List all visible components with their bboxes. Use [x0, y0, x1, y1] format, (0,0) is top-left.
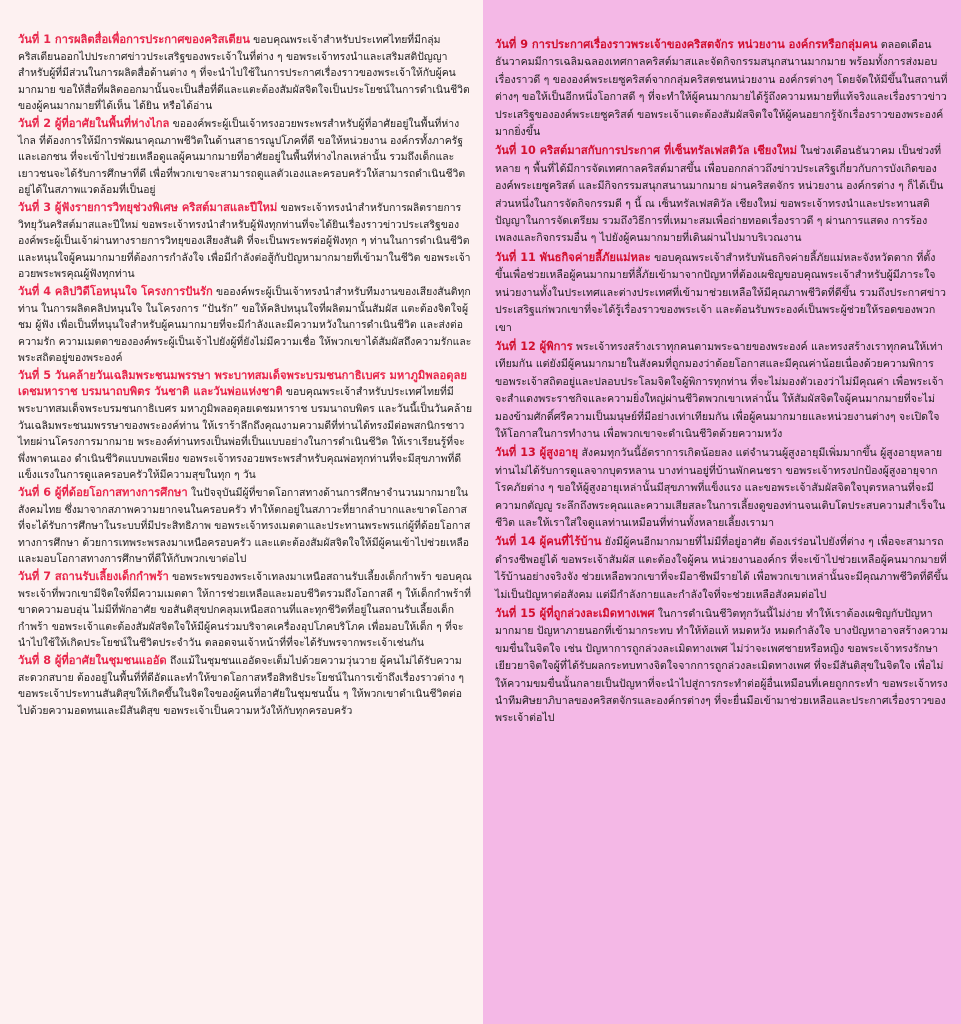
prayer-item-day-8 [18, 653, 473, 719]
item-text: ในการดำเนินชีวิตทุกวันนี้ไม่ง่าย ทำให้เราต้องเผชิญกับปัญหามากมาย ปัญหาภายนอกที่เข้ามากระทบ ทำให้ท้อแท้ หมดหวัง หมดกำลังใจ บางปัญหาอาจสร้างความขมขื่นในจิตใจ เช่น ปัญหาการถูกล่วงละเมิดทางเพศ ไม่ว่าจะเพศชายหรือหญิง ขอพระเจ้าทรงรักษาเยียวยาจิตใจผู้ที่ได้รับผลกระทบทางจิตใจจากการถูกล่วงละเมิดทางเพศ ที่จะมีสันติสุขในจิตใจ เพื่อไม่ให้ความขมขื่นนั้นกลายเป็นปัญหาที่จะนำไปสู่การกระทำต่อผู้อื่นเหมือนที่เคยถูกกระทำ ขอพระเจ้าทรงนำทีมศิษยาภิบาลของคริสตจักรและองค์กรต่างๆ ที่จะยื่นมือเข้ามาช่วยเหลือและประกาศเรื่องราวของพระเจ้าต่อไป [495, 608, 949, 725]
item-text: ขอพระพรของพระเจ้าเทลงมาเหนือสถานรับเลี้ยงเด็กกำพร้า ขอบคุณพระเจ้าที่พวกเขามีจิตใจที่มีความเมตตา ให้การช่วยเหลือและมอบชีวิตรวมถึงโอกาสดี ๆ ให้เด็กกำพร้าที่ขาดความอบอุ่น ไม่มีที่พักอาศัย ขอสันติสุขปกคลุมเหนือสถานที่และทุกชีวิตที่อยู่ในสถานรับเลี้ยงเด็กกำพร้า ขอพระเจ้าแตะต้องสัมผัสจิตใจให้มีผู้คนร่วมบริจาคเครื่องอุปโภคบริโภค เพื่อมอบให้เด็ก ๆ ที่จะนำไปใช้ให้เกิดประโยชน์ในชีวิตประจำวัน ตลอดจนเจ้าหน้าที่ที่จะได้รับพรจากพระเจ้าเช่นกัน [18, 571, 472, 650]
item-heading: วันที่ 15 ผู้ที่ถูกล่วงละเมิดทางเพศ [495, 607, 655, 620]
item-text: ในช่วงเดือนธันวาคม เป็นช่วงที่หลาย ๆ พื้นที่ได้มีการจัดเทศกาลคริสต์มาสขึ้น เพื่อบอกกล่าวถึงข่าวประเสริฐเกี่ยวกับการบังเกิดขององค์พระเยซูคริสต์ และมีกิจกรรมสนุกสนานมากมาย ผ่านคริสตจักร หน่วยงาน องค์กรต่าง ๆ ก็ได้เป็นส่วนหนึ่งในการจัดกิจกรรมดี ๆ นี้ ณ เซ็นทรัลเฟสติวัล เชียงใหม่ ขอพระเจ้าทรงนำและประทานสติปัญญาในการจัดเตรียม รวมถึงวิธีการที่เหมาะสมเพื่อถ่ายทอดเรื่องราวดี ๆ ผ่านการแสดง การร้องเพลงและกิจกรรมอื่น ๆ ไปยังผู้คนมากมายที่เดินผ่านไปมาบริเวณงาน [495, 145, 944, 245]
item-heading: วันที่ 1 การผลิตสื่อเพื่อการประกาศของคริสเตียน [18, 33, 250, 46]
item-text: ขอบคุณพระเจ้าสำหรับประเทศไทยที่มีกลุ่มคริสเตียนออกไปประกาศข่าวประเสริฐของพระเจ้าในที่ต่าง ๆ ขอพระเจ้าทรงนำและเสริมสติปัญญาสำหรับผู้ที่มีส่วนในการผลิตสื่อด้านต่าง ๆ ที่จะนำไปใช้ในการประกาศเรื่องราวของพระเจ้าให้กับผู้คนมากมาย ขอให้สื่อที่ผลิตออกมานั้นจะเป็นสื่อที่ดีและแตะต้องสัมผัสจิตใจเป็นประโยชน์ในการดำเนินชีวิตของผู้คนมากมายที่ได้เห็น ได้ยิน หรือได้อ่าน [18, 34, 470, 113]
prayer-item-day-13 [495, 444, 949, 532]
item-text: ในปัจจุบันมีผู้ที่ขาดโอกาสทางด้านการศึกษาจำนวนมากมายในสังคมไทย ซึ่งมาจากสภาพความยากจนในครอบครัว ทำให้ตกอยู่ในสภาวะที่ยากลำบากและขาดโอกาสที่จะได้รับการศึกษาในระบบที่มีประสิทธิภาพ ขอพระเจ้าทรงเมตตาและประทานพระพรแก่ผู้ที่ด้อยโอกาสทางการศึกษา ด้วยการเทพระพรลงมาเหนือครอบครัว และแตะต้องสัมผัสจิตใจให้มีผู้คนเข้าไปช่วยเหลือและมอบโอกาสทางการศึกษาที่ดีให้กับพวกเขาต่อไป [18, 487, 471, 566]
prayer-item-day-2 [18, 116, 473, 199]
prayer-item-day-15 [495, 605, 949, 728]
prayer-item-day-10 [495, 142, 949, 247]
prayer-item-day-4 [18, 284, 473, 367]
item-heading: วันที่ 9 การประกาศเรื่องราวพระเจ้าของคริสตจักร หน่วยงาน องค์กรหรือกลุ่มคน [495, 38, 878, 51]
item-heading: วันที่ 2 ผู้ที่อาศัยในพื้นที่ห่างไกล [18, 116, 170, 130]
item-heading: วันที่ 12 ผู้พิการ [495, 339, 573, 353]
item-heading: วันที่ 4 คลิปวิดีโอหนุนใจ โครงการปันรัก [18, 284, 213, 298]
item-heading: วันที่ 11 พันธกิจค่ายลี้ภัยแม่หละ [495, 250, 651, 264]
item-text: พระเจ้าทรงสร้างเราทุกคนตามพระฉายของพระองค์ และทรงสร้างเราทุกคนให้เท่าเทียมกัน แต่ยังมีผู้คนมากมายในสังคมที่ถูกมองว่าด้อยโอกาสและมีคุณค่าน้อยเนื่องด้วยความพิการ ขอพระเจ้าสถิตอยู่และปลอบประโลมจิตใจผู้พิการทุกท่าน ที่จะไม่มองตัวเองว่าไม่มีคุณค่า เพื่อพระเจ้าจะสำแดงพระราชกิจและความยิ่งใหญ่ผ่านชีวิตพวกเขาเหล่านั้น ให้สัมผัสจิตใจผู้คนมากมายที่จะไม่มองข้ามศักดิ์ศรีความเป็นมนุษย์ที่มีอย่างเท่าเทียมกัน เพื่อผู้คนมากมายและหน่วยงานต่างๆ จะเปิดใจ ให้โอกาสในการทำงาน เพื่อพวกเขาจะดำเนินชีวิตด้วยความหวัง [495, 340, 944, 440]
item-text: ขอพระเจ้าทรงนำสำหรับการผลิตรายการวิทยุวันคริสต์มาสและปีใหม่ ขอพระเจ้าทรงนำสำหรับผู้ฟังทุกท่านที่จะได้ยินเรื่องราวข่าวประเสริฐขององค์พระผู้เป็นเจ้าผ่านทางรายการวิทยุของเสียงสันติ ที่จะเป็นพระพรต่อผู้ฟังทุก ๆ ท่านในการดำเนินชีวิต และหนุนใจผู้คนมากมายที่ต้องการกำลังใจ เพื่อมีกำลังต่อสู้กับปัญหามากมายที่เข้ามาในชีวิต ขอพระเจ้าอวยพระพรคุณผู้ฟังทุกท่าน [18, 201, 471, 281]
item-heading: วันที่ 7 สถานรับเลี้ยงเด็กกำพร้า [18, 570, 169, 583]
item-text: ถึงแม้ในชุมชนแออัดจะเต็มไปด้วยความวุ่นวาย ผู้คนไม่ได้รับความสะดวกสบาย ต้องอยู่ในพื้นที่ที่ดีอัดและทำให้ขาดโอกาสหรือสิทธิประโยชน์ในการเข้าถึงเรื่องราวต่าง ๆ ขอพระเจ้าประทานสันติสุขให้เกิดขึ้นในจิตใจของผู้คนที่อาศัยในชุมชนนั้น ๆ ให้พวกเขาดำเนินชีวิตต่อไปด้วยความอดทนและมีสันติสุข ขอพระเจ้าเป็นความหวังให้กับทุกครอบครัว [18, 654, 464, 717]
prayer-item-day-6 [18, 485, 473, 568]
prayer-item-day-1 [18, 32, 473, 115]
item-heading: วันที่ 14 ผู้คนที่ไร้บ้าน [495, 535, 602, 549]
item-heading: วันที่ 5 วันคล้ายวันเฉลิมพระชนมพรรษา พระบาทสมเด็จพระบรมชนกาธิเบศร มหาภูมิพลอดุลยเดชมหาราช บรมนาถบพิตร วันชาติ และวันพ่อแห่งชาติ [18, 368, 467, 399]
item-text: ยังมีผู้คนอีกมากมายที่ไม่มีที่อยู่อาศัย ต้องเร่ร่อนไปยังที่ต่าง ๆ เพื่อจะสามารถดำรงชีพอยู่ได้ ขอพระเจ้าสัมผัส แตะต้องใจผู้คน หน่วยงานองค์กร ที่จะเข้าไปช่วยเหลือผู้คนมากมายที่ไร้บ้านอย่างจริงจัง ช่วยเหลือพวกเขาที่จะมีอาชีพมีรายได้ เพื่อพวกเขาเหล่านั้นจะมีคุณภาพชีวิตที่ดีขึ้น ไม่เป็นปัญหาต่อสังคม แต่มีกำลังกายและกำลังใจที่จะช่วยเหลือสังคมต่อไป [495, 536, 948, 601]
item-heading: วันที่ 10 คริสต์มาสกับการประกาศ ที่เซ็นทรัลเฟสติวัล เชียงใหม่ [495, 144, 798, 158]
item-heading: วันที่ 8 ผู้ที่อาศัยในชุมชนแออัด [18, 653, 167, 667]
prayer-item-day-7 [18, 569, 473, 652]
prayer-item-day-5 [18, 368, 473, 484]
prayer-item-day-14 [495, 533, 949, 604]
prayer-item-day-3 [18, 200, 473, 283]
item-heading: วันที่ 13 ผู้สูงอายุ [495, 446, 579, 460]
item-text: ขอบคุณพระเจ้าสำหรับประเทศไทยที่มี พระบาทสมเด็จพระบรมชนกาธิเบศร มหาภูมิพลอดุลยเดชมหาราช บรมนาถบพิตร และวันนี้เป็นวันคล้ายวันเฉลิมพระชนมพรรษาของพระองค์ท่าน ให้เราร้าลึกถึงคุณงามความดีที่ท่านได้ทรงมีต่อพสกนิกรชาวไทยผ่านโครงการมากมาย พระองค์ท่านทรงเป็นพ่อที่เป็นแบบอย่างในการดำเนินชีวิต ให้เราเรียนรู้ที่จะพึ่งพาตนเอง ดำเนินชีวิตแบบพอเพียง ขอพระเจ้าทรงอวยพระพรสำหรับคุณพ่อทุกท่านที่จะมีสุขภาพที่ดี แข็งแรงในการดูแลครอบครัวให้มีความสุขในทุก ๆ วัน [18, 386, 473, 482]
item-text: สังคมทุกวันนี้อัตราการเกิดน้อยลง แต่จำนวนผู้สูงอายุมีเพิ่มมากขึ้น ผู้สูงอายุหลายท่านไม่ได้รับการดูแลจากบุตรหลาน บางท่านอยู่ที่บ้านพักคนชรา ขอพระเจ้าทรงปกป้องผู้สูงอายุจากโรคภัยต่าง ๆ ขอให้ผู้สูงอายุเหล่านั้นมีสุขภาพที่แข็งแรง และขอพระเจ้าสัมผัสจิตใจบุตรหลานที่จะมีความกตัญญู ระลึกถึงพระคุณและความเสียสละในการเลี้ยงดูของท่านจนเติบโตประสบความสำเร็จในชีวิต และให้เราใส่ใจดูแลท่านเหมือนที่ท่านทั้งหลายเลี้ยงเรามา [495, 447, 946, 529]
item-text: ขอองค์พระผู้เป็นเจ้าทรงอวยพระพรสำหรับผู้ที่อาศัยอยู่ในพื้นที่ห่างไกล ที่ต้องการให้มีการพัฒนาคุณภาพชีวิตในด้านสาธารณูปโภคที่ดี ขอให้หน่วยงาน องค์กรทั้งภาครัฐและเอกชน ที่จะเข้าไปช่วยเหลือดูแลผู้คนมากมายที่อาศัยอยู่ในพื้นที่ห่างไกลเหล่านั้น รวมถึงเด็กและเยาวชนจะได้รับการศึกษาที่ดี เพื่อที่พวกเขาจะสามารถดูแลตัวเองและครอบครัวให้สามารถดำเนินชีวิตอยู่ได้ในสภาพแวดล้อมที่เป็นอยู่ [18, 117, 466, 197]
item-text: ขอองค์พระผู้เป็นเจ้าทรงนำสำหรับทีมงานของเสียงสันติทุกท่าน ในการผลิตคลิปหนุนใจ ในโครงการ “ปันรัก” ขอให้คลิปหนุนใจที่ผลิตมานั้นสัมผัส แตะต้องจิตใจผู้ชม ผู้ฟัง เพื่อเป็นที่หนุนใจสำหรับผู้คนมากมายที่จะมีกำลังและมีความหวังในการดำเนินชีวิต และส่งต่อความรัก ความเมตตาขององค์พระผู้เป็นเจ้าไปยังผู้ที่ยังไม่มีความเชื่อ ให้พวกเขาได้สัมผัสถึงความรักและพระสถิตอยู่ของพระองค์ [18, 285, 472, 365]
item-heading: วันที่ 3 ผู้ฟังรายการวิทยุช่วงพิเศษ คริสต์มาสและปีใหม่ [18, 200, 278, 214]
item-text: ขอบคุณพระเจ้าสำหรับพันธกิจค่ายลี้ภัยแม่หละจังหวัดตาก ที่ตั้งขึ้นเพื่อช่วยเหลือผู้คนมากมายที่ลี้ภัยเข้ามาจากปัญหาที่ต้องเผชิญขอบคุณพระเจ้าสำหรับผู้มีภาระใจ หน่วยงานทั้งในประเทศและต่างประเทศที่เข้ามาช่วยเหลือให้มีคุณภาพชีวิตที่ดีขึ้น รวมถึงประกาศข่าวประเสริฐแก่พวกเขาที่จะได้รู้เรื่องราวของพระเจ้า และต้อนรับพระองค์เป็นพระผู้ช่วยให้รอดของพวกเขา [495, 251, 946, 334]
prayer-item-day-12 [495, 338, 949, 443]
item-heading: วันที่ 6 ผู้ที่ด้อยโอกาสทางการศึกษา [18, 486, 188, 500]
prayer-item-day-11 [495, 249, 949, 337]
right-column [483, 0, 961, 1024]
item-text: ตลอดเดือนธันวาคมมีการเฉลิมฉลองเทศกาลคริสต์มาสและจัดกิจกรรมสนุกสนานมากมาย พร้อมทั้งการส่งมอบเรื่องราวดี ๆ ขององค์พระเยซูคริสต์จากกลุ่มคริสตชนหน่วยงาน องค์กรต่างๆ โดยจัดให้มีขึ้นในสถานที่ต่างๆ ขอให้เป็นอีกหนึ่งโอกาสดี ๆ ที่จะทำให้ผู้คนมากมายได้รู้ถึงความหมายที่แท้จริงและเรื่องราวข่าวประเสริฐขององค์พระเยซูคริสต์ ขอพระเจ้าแตะต้องสัมผัสจิตใจให้ผู้คนอยากรู้จักเรื่องราวของพระองค์มากยิ่งขึ้น [495, 39, 948, 139]
prayer-item-day-9 [495, 36, 949, 141]
